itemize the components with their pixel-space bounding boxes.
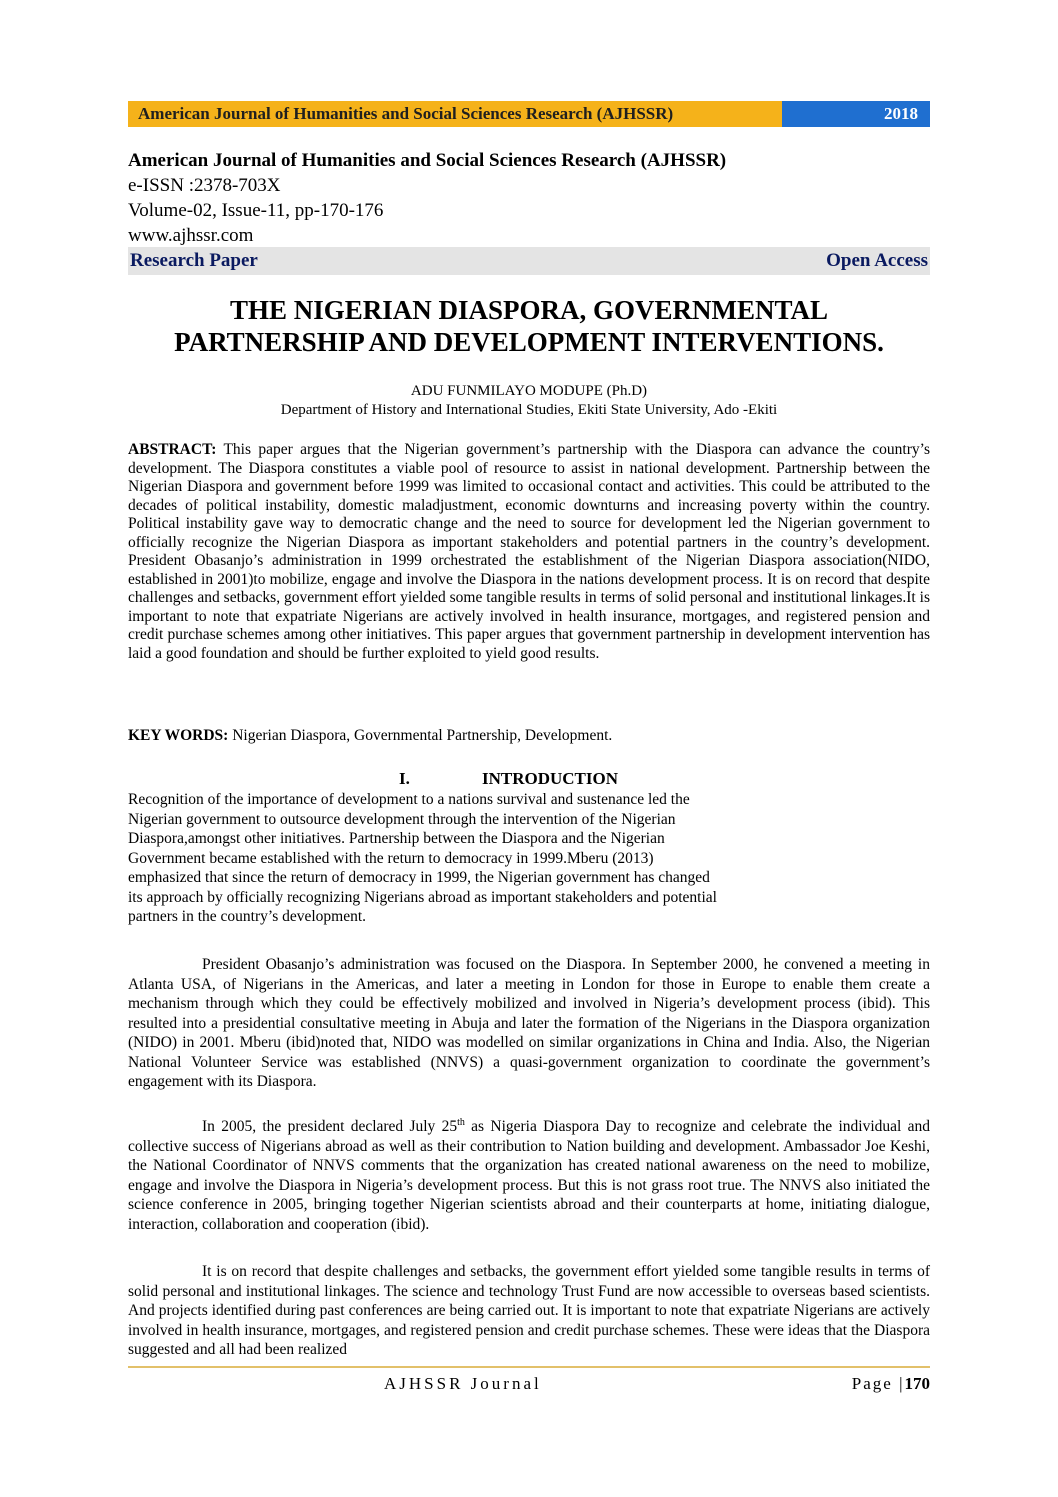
footer-page-number: 170 xyxy=(904,1374,930,1393)
abstract-label: ABSTRACT: xyxy=(128,441,217,458)
para2-rest: as Nigeria Diaspora Day to recognize and celebrate the individual and collective success of Nigerians abroad as well as their contribution to Nation building and development. Ambassador Joe Keshi, the National Coordinator of NNVS comments that the organization has created national awareness on the need to mobilize, engage and involve the Diaspora in Nigeria’s development process. But this is not grass root true. The NNVS also initiated the science conference in 2005, bringing together Nigerian scientists abroad and their counterparts at home, initiating dialogue, interaction, collaboration and cooperation (ibid). xyxy=(128,1118,930,1233)
keywords xyxy=(128,727,930,746)
header-year: 2018 xyxy=(782,101,930,127)
abstract-text: This paper argues that the Nigerian government’s partnership with the Diaspora can advance the country’s development. The Diaspora constitutes a viable pool of resource to assist in national development. Partnership between the Nigerian Diaspora and government before 1999 was limited to occasional contact and activities. This could be attributed to the decades of political instability, domestic maladjustment, economic downturns and increasing poverty within the country. Political instability gave way to democratic change and the need to source for development led the Nigerian government to officially recognize the Nigerian Diaspora as important stakeholders and potential partners in the country’s development. President Obasanjo’s administration in 1999 orchestrated the establishment of the Nigerian Diaspora association(NIDO, established in 2001)to mobilize, engage and involve the Diaspora in the nations development process. It is on record that despite challenges and setbacks, government effort yielded some tangible results in terms of solid personal and institutional linkages.It is important to note that expatriate Nigerians are actively involved in health insurance, mortgages, and registered pension and credit purchase schemes among other initiatives. This paper argues that government partnership in development intervention has laid a good foundation and should be further exploited to yield good results. xyxy=(128,441,930,662)
running-header xyxy=(128,101,930,127)
keywords-text: Nigerian Diaspora, Governmental Partnership, Development. xyxy=(228,727,613,744)
intro-line: emphasized that since the return of democracy in 1999, the Nigerian government has changed xyxy=(128,869,710,886)
footer-journal: AJHSSR Journal xyxy=(384,1374,542,1393)
intro-line: Nigerian government to outsource development through the intervention of the Nigerian xyxy=(128,810,676,828)
section-title: INTRODUCTION xyxy=(482,769,619,788)
intro-line: Diaspora,amongst other initiatives. Partnership between the Diaspora and the Nigerian xyxy=(128,830,665,847)
paper-title-line-1: THE NIGERIAN DIASPORA, GOVERNMENTAL xyxy=(229,295,829,325)
masthead-volume: Volume-02, Issue-11, pp-170-176 xyxy=(128,200,384,221)
paper-title xyxy=(128,294,930,358)
body-paragraph-1: President Obasanjo’s administration was focused on the Diaspora. In September 2000, he convened a meeting in Atlanta USA, of Nigerians in the Americas, and later a meeting in London for those in Europe to enable them create a mechanism through which they could be effectively mobilized and involved in Nigeria’s development process (ibid). This resulted into a presidential consultative meeting in Abuja and later the formation of the Nigerians in the Diaspora organization (NIDO) in 2001. Mberu (ibid)noted that, NIDO was modelled on similar organizations in China and India. Also, the Nigerian National Volunteer Service was established (NNVS) a quasi-government organization to coordinate the government’s engagement with its Diaspora. xyxy=(128,956,930,1090)
masthead xyxy=(128,148,930,248)
author-name: ADU FUNMILAYO MODUPE (Ph.D) xyxy=(410,383,648,399)
access-type: Open Access xyxy=(826,250,928,271)
body-paragraph-3: It is on record that despite challenges and setbacks, the government effort yielded some tangible results in terms of solid personal and institutional linkages. The science and technology Trust Fund are now accessible to overseas based scientists. And projects identified during past conferences are being carried out. It is important to note that expatriate Nigerians are actively involved in health insurance, mortgages, and registered pension and credit purchase schemes. These were ideas that the Diaspora suggested and all had been realized xyxy=(128,1263,930,1358)
keywords-label: KEY WORDS: xyxy=(128,727,229,744)
masthead-issn: e-ISSN :2378-703X xyxy=(128,175,281,196)
footer-page xyxy=(852,1373,930,1395)
body-paragraph-2 xyxy=(128,1117,930,1234)
masthead-journal-title: American Journal of Humanities and Social Sciences Research (AJHSSR) xyxy=(128,150,727,171)
header-journal-name: American Journal of Humanities and Social Sciences Research (AJHSSR) xyxy=(128,101,782,127)
para2-superscript: th xyxy=(457,1116,465,1128)
intro-line: Government became established with the return to democracy in 1999.Mberu (2013) xyxy=(128,849,654,867)
author-affiliation: Department of History and International Studies, Ekiti State University, Ado -Ekiti xyxy=(280,402,778,418)
article-type: Research Paper xyxy=(130,250,258,271)
article-type-bar xyxy=(128,247,930,275)
para2-start: In 2005, the president declared July 25 xyxy=(202,1118,458,1135)
footer-divider xyxy=(128,1366,930,1368)
masthead-website[interactable]: www.ajhssr.com xyxy=(128,225,254,246)
intro-line: Recognition of the importance of development to a nations survival and sustenance led the xyxy=(128,791,690,808)
footer-page-label: Page | xyxy=(851,1374,905,1393)
section-heading xyxy=(128,769,930,789)
abstract xyxy=(128,441,930,663)
section-number: I. xyxy=(399,769,410,788)
paper-title-line-2: PARTNERSHIP AND DEVELOPMENT INTERVENTIONS. xyxy=(174,327,884,357)
intro-line: partners in the country’s development. xyxy=(128,908,367,925)
intro-paragraph xyxy=(128,790,808,927)
intro-line: its approach by officially recognizing Nigerians abroad as important stakeholders and potential xyxy=(128,888,717,906)
